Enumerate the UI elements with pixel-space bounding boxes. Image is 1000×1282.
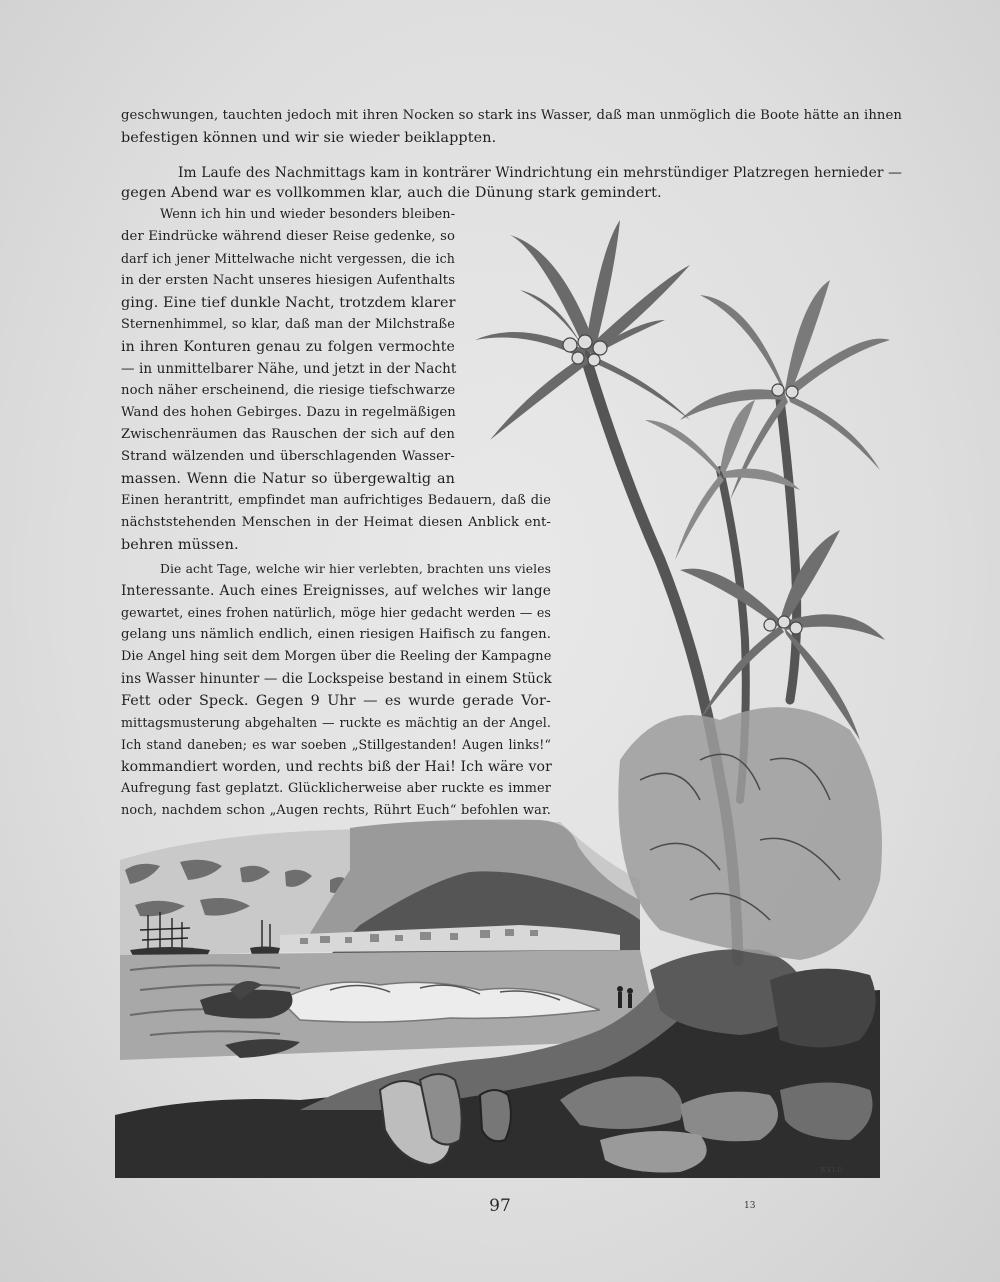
- text-line: gegen Abend war es vollkommen klar, auch die Dünung stark gemindert.: [121, 185, 662, 201]
- text-line: — in unmittelbarer Nähe, und jetzt in der Nacht: [121, 361, 457, 377]
- palm-fronds-middle: [645, 400, 800, 560]
- text-line: Ich stand daneben; es war soeben „Stillgestanden! Augen links!“: [121, 737, 551, 752]
- text-line: Die acht Tage, welche wir hier verlebten, brachten uns vieles: [160, 562, 551, 576]
- text-line: darf ich jener Mittelwache nicht vergessen, die ich: [121, 251, 455, 266]
- text-line: gewartet, eines frohen natürlich, möge hier gedacht werden — es: [121, 605, 551, 620]
- text-line: nächststehenden Menschen in der Heimat diesen Anblick ent-: [121, 515, 551, 530]
- text-line: ins Wasser hinunter — die Lockspeise bestand in einem Stück: [121, 671, 552, 687]
- text-line: gelang uns nämlich endlich, einen riesigen Haifisch zu fangen.: [121, 627, 551, 642]
- text-line: Wand des hohen Gebirges. Dazu in regelmäßigen: [121, 405, 456, 420]
- text-line: geschwungen, tauchten jedoch mit ihren Nocken so stark ins Wasser, daß man unmöglich die Boote hätte an ihnen: [121, 108, 903, 123]
- text-line: Strand wälzenden und überschlagenden Wasser-: [121, 449, 455, 464]
- text-line: in der ersten Nacht unseres hiesigen Aufenthalts: [121, 273, 456, 288]
- text-line: massen. Wenn die Natur so übergewaltig an: [121, 471, 455, 487]
- page-number: 97: [489, 1196, 511, 1216]
- boulder-4: [680, 1092, 778, 1142]
- text-line: Sternenhimmel, so klar, daß man der Milchstraße: [121, 317, 455, 332]
- text-line: ging. Eine tief dunkle Nacht, trotzdem klarer: [121, 295, 456, 311]
- boulder-2: [770, 969, 876, 1048]
- text-line: Die Angel hing seit dem Morgen über die Reeling der Kampagne: [121, 649, 552, 664]
- artist-mark: WELO: [820, 1167, 844, 1174]
- undergrowth: [618, 707, 882, 960]
- text-line: der Eindrücke während dieser Reise gedenke, so: [121, 229, 455, 244]
- text-line: Fett oder Speck. Gegen 9 Uhr — es wurde gerade Vor-: [121, 693, 551, 709]
- text-line: behren müssen.: [121, 537, 239, 553]
- text-line: Im Laufe des Nachmittags kam in konträrer Windrichtung ein mehrstündiger Platzregen hernieder —: [178, 165, 902, 181]
- text-line: noch, nachdem schon „Augen rechts, Rührt Euch“ befohlen war.: [121, 803, 551, 818]
- text-line: Interessante. Auch eines Ereignisses, auf welches wir lange: [121, 583, 551, 599]
- text-line: mittagsmusterung abgehalten — ruckte es mächtig an der Angel.: [121, 715, 551, 730]
- text-line: Zwischenräumen das Rauschen der sich auf den: [121, 427, 455, 442]
- text-line: befestigen können und wir sie wieder beiklappten.: [121, 130, 497, 146]
- text-line: Aufregung fast geplatzt. Glücklicherweise aber ruckte es immer: [121, 781, 551, 796]
- signature-mark: 13: [744, 1201, 756, 1211]
- text-line: noch näher erscheinend, die riesige tiefschwarze: [121, 383, 456, 398]
- palm-fronds-left: [475, 220, 690, 440]
- text-line: Wenn ich hin und wieder besonders bleiben-: [160, 207, 456, 222]
- text-line: kommandiert worden, und rechts biß der Hai! Ich wäre vor: [121, 759, 552, 775]
- text-line: in ihren Konturen genau zu folgen vermochte: [121, 339, 455, 355]
- text-line: Einen herantritt, empfindet man aufrichtiges Bedauern, daß die: [121, 493, 551, 508]
